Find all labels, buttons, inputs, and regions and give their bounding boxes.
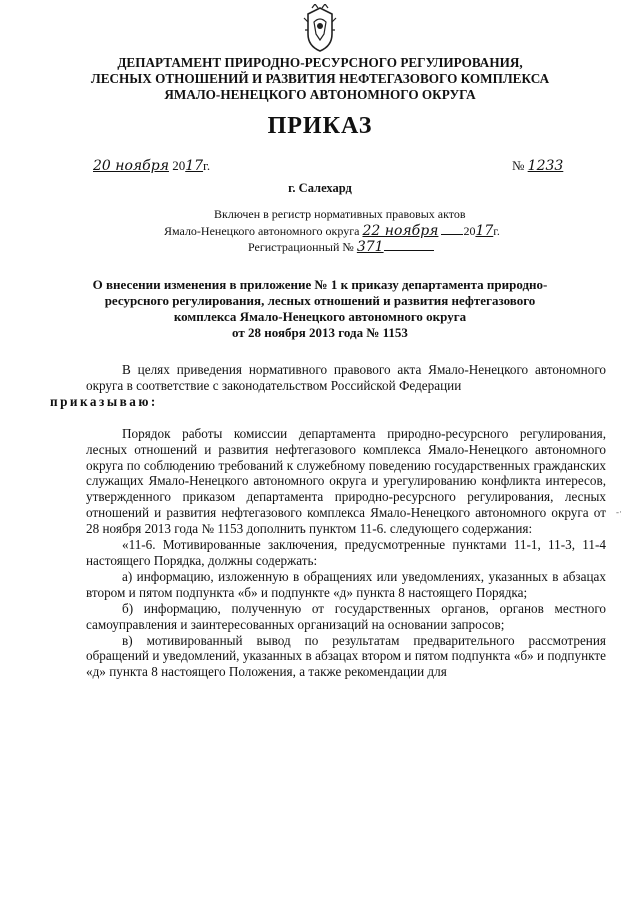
order-city: г. Салехард <box>288 181 352 195</box>
registration-number-label: Регистрационный № <box>248 240 354 254</box>
order-year-suffix: г. <box>203 158 211 173</box>
command-word: приказываю: <box>50 393 158 409</box>
subject-line: от 28 ноября 2013 года № 1153 <box>232 325 408 340</box>
body-paragraph: б) информацию, полученную от государственных органов, органов местного самоуправления и заинтересованных организаций на основании запросов; <box>86 600 606 632</box>
department-name <box>60 55 580 103</box>
document-type-title: ПРИКАЗ <box>267 113 373 139</box>
registration-region: Ямало-Ненецкого автономного округа <box>164 223 360 238</box>
registration-year-suffix: г. <box>493 223 500 238</box>
order-subject <box>80 277 560 341</box>
preamble-text: В целях приведения нормативного правового акта Ямало-Ненецкого автономного округа в соответствие с законодательством Российской Федерации <box>86 362 606 393</box>
coat-of-arms-emblem-icon <box>302 4 338 54</box>
subject-line: комплекса Ямало-Ненецкого автономного округа <box>173 309 467 324</box>
department-line: ЯМАЛО-НЕНЕЦКОГО АВТОНОМНОГО ОКРУГА <box>164 87 476 102</box>
department-line: ЛЕСНЫХ ОТНОШЕНИЙ И РАЗВИТИЯ НЕФТЕГАЗОВОГО КОМПЛЕКСА <box>90 71 550 86</box>
margin-mark: -· <box>616 507 622 517</box>
order-year-handwritten: 17 <box>185 158 204 174</box>
subject-line: О внесении изменения в приложение № 1 к приказу департамента природно- <box>92 277 548 292</box>
registration-date-handwritten: 22 ноября <box>362 222 439 239</box>
subject-line: ресурсного регулирования, лесных отношений и развития нефтегазового <box>104 293 536 308</box>
registration-stamp <box>160 207 590 255</box>
registration-number-handwritten: 371 <box>356 239 384 255</box>
registration-year-prefix: 20 <box>463 223 476 238</box>
preamble-paragraph <box>50 362 606 410</box>
registration-line-1: Включен в регистр нормативных правовых актов <box>214 207 466 221</box>
registration-year-handwritten: 17 <box>475 222 494 239</box>
registration-line-2 <box>160 222 590 239</box>
registration-blank <box>441 222 463 235</box>
order-date <box>93 158 210 174</box>
registration-line-3 <box>160 238 590 255</box>
registration-number-blank <box>384 238 434 251</box>
body-paragraph: «11-6. Мотивированные заключения, предусмотренные пунктами 11-1, 11-3, 11-4 настоящего Порядка, должны содержать: <box>86 537 606 568</box>
body-paragraph: Порядок работы комиссии департамента природно-ресурсного регулирования, лесных отношений и развития нефтегазового комплекса Ямало-Ненецкого автономного округа по соблюдению требований к служебному поведению государственных гражданских служащих Ямало-Ненецкого автономного округа и урегулированию конфликта интересов, утвержденного приказом департамента природно-ресурсного регулирования, лесных отношений и развития нефтегазового комплекса Ямало-Ненецкого автономного округа от 28 ноября 2013 года № 1153 дополнить пунктом 11-6. следующего содержания: <box>86 425 606 537</box>
order-date-handwritten: 20 ноября <box>93 158 169 174</box>
department-line: ДЕПАРТАМЕНТ ПРИРОДНО-РЕСУРСНОГО РЕГУЛИРОВАНИЯ, <box>117 55 523 70</box>
order-body <box>50 362 606 680</box>
order-number-handwritten: 1233 <box>527 158 564 174</box>
body-paragraph: а) информацию, изложенную в обращениях или уведомлениях, указанных в абзацах втором и пятом подпункта «б» и подпункте «д» пункта 8 настоящего Порядка; <box>86 568 606 600</box>
order-number <box>512 158 563 174</box>
body-paragraph: в) мотивированный вывод по результатам предварительного рассмотрения обращений и уведомлений, указанных в абзацах втором и пятом подпункта «б» и подпункте «д» пункта 8 настоящего Положения, а также рекомендации для <box>86 632 606 680</box>
order-year-prefix: 20 <box>172 158 186 173</box>
order-number-prefix: № <box>512 158 525 173</box>
